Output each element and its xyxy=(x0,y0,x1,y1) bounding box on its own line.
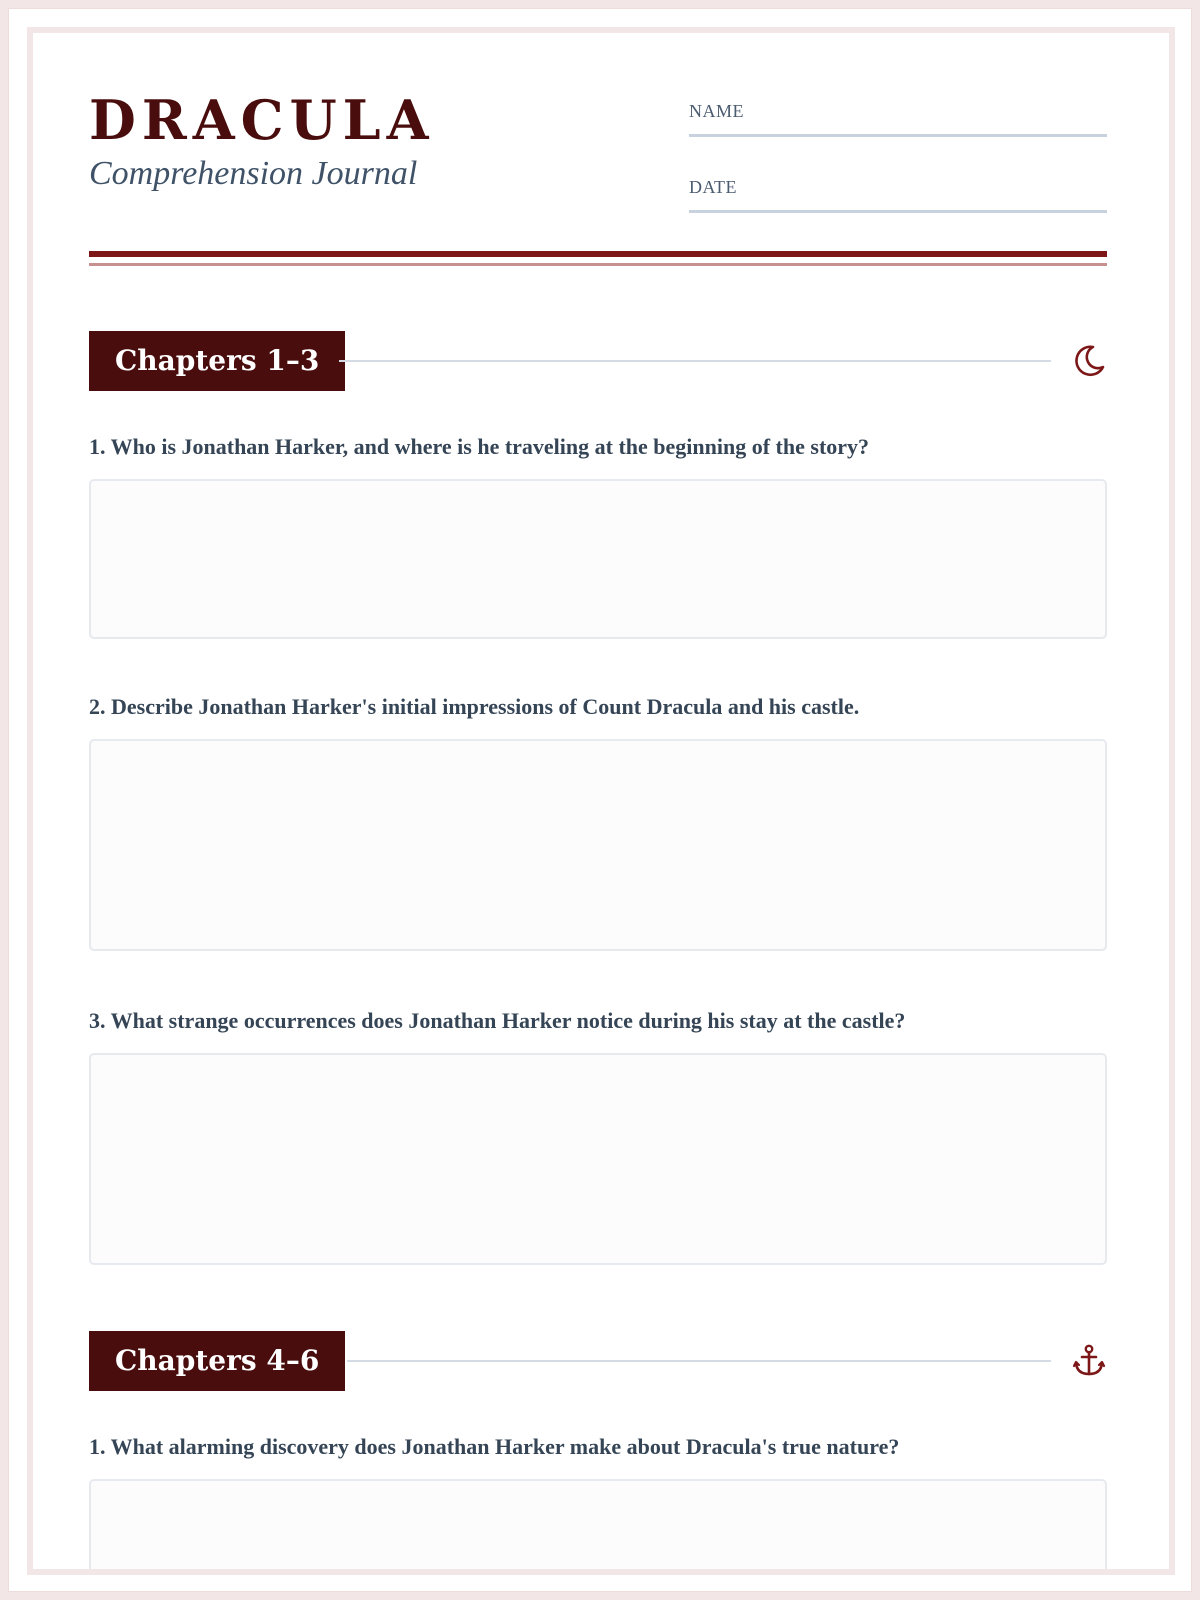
section-divider-line xyxy=(339,360,1051,362)
section-header-chapters-4-6 xyxy=(89,1331,1107,1391)
question-2-1: 1. What alarming discovery does Jonathan Harker make about Dracula's true nature? xyxy=(89,1434,900,1459)
section-title: Chapters 1–3 xyxy=(89,331,345,391)
name-field-group xyxy=(689,101,1107,137)
answer-box-1-2[interactable] xyxy=(89,739,1107,951)
question-1-1: 1. Who is Jonathan Harker, and where is he traveling at the beginning of the story? xyxy=(89,434,870,459)
worksheet xyxy=(27,27,1175,1575)
worksheet-content xyxy=(33,33,1169,1569)
date-label: DATE xyxy=(689,177,737,197)
crescent-moon-icon xyxy=(1071,343,1107,379)
page-frame xyxy=(8,8,1192,1592)
answer-box-2-1[interactable] xyxy=(89,1479,1107,1575)
section-divider-line xyxy=(347,1360,1051,1362)
worksheet-subtitle: Comprehension Journal xyxy=(89,155,418,192)
worksheet-title: DRACULA xyxy=(89,88,435,152)
header-divider-thin xyxy=(89,263,1107,266)
name-input[interactable] xyxy=(689,133,1107,137)
question-1-2: 2. Describe Jonathan Harker's initial impressions of Count Dracula and his castle. xyxy=(89,694,860,719)
date-input[interactable] xyxy=(689,209,1107,213)
answer-box-1-1[interactable] xyxy=(89,479,1107,639)
question-1-3: 3. What strange occurrences does Jonathan Harker notice during his stay at the castle? xyxy=(89,1008,906,1033)
name-label: NAME xyxy=(689,101,744,121)
section-header-chapters-1-3 xyxy=(89,331,1107,391)
answer-box-1-3[interactable] xyxy=(89,1053,1107,1265)
section-title: Chapters 4–6 xyxy=(89,1331,345,1391)
header-divider-thick xyxy=(89,251,1107,257)
date-field-group xyxy=(689,177,1107,213)
anchor-icon xyxy=(1071,1343,1107,1379)
